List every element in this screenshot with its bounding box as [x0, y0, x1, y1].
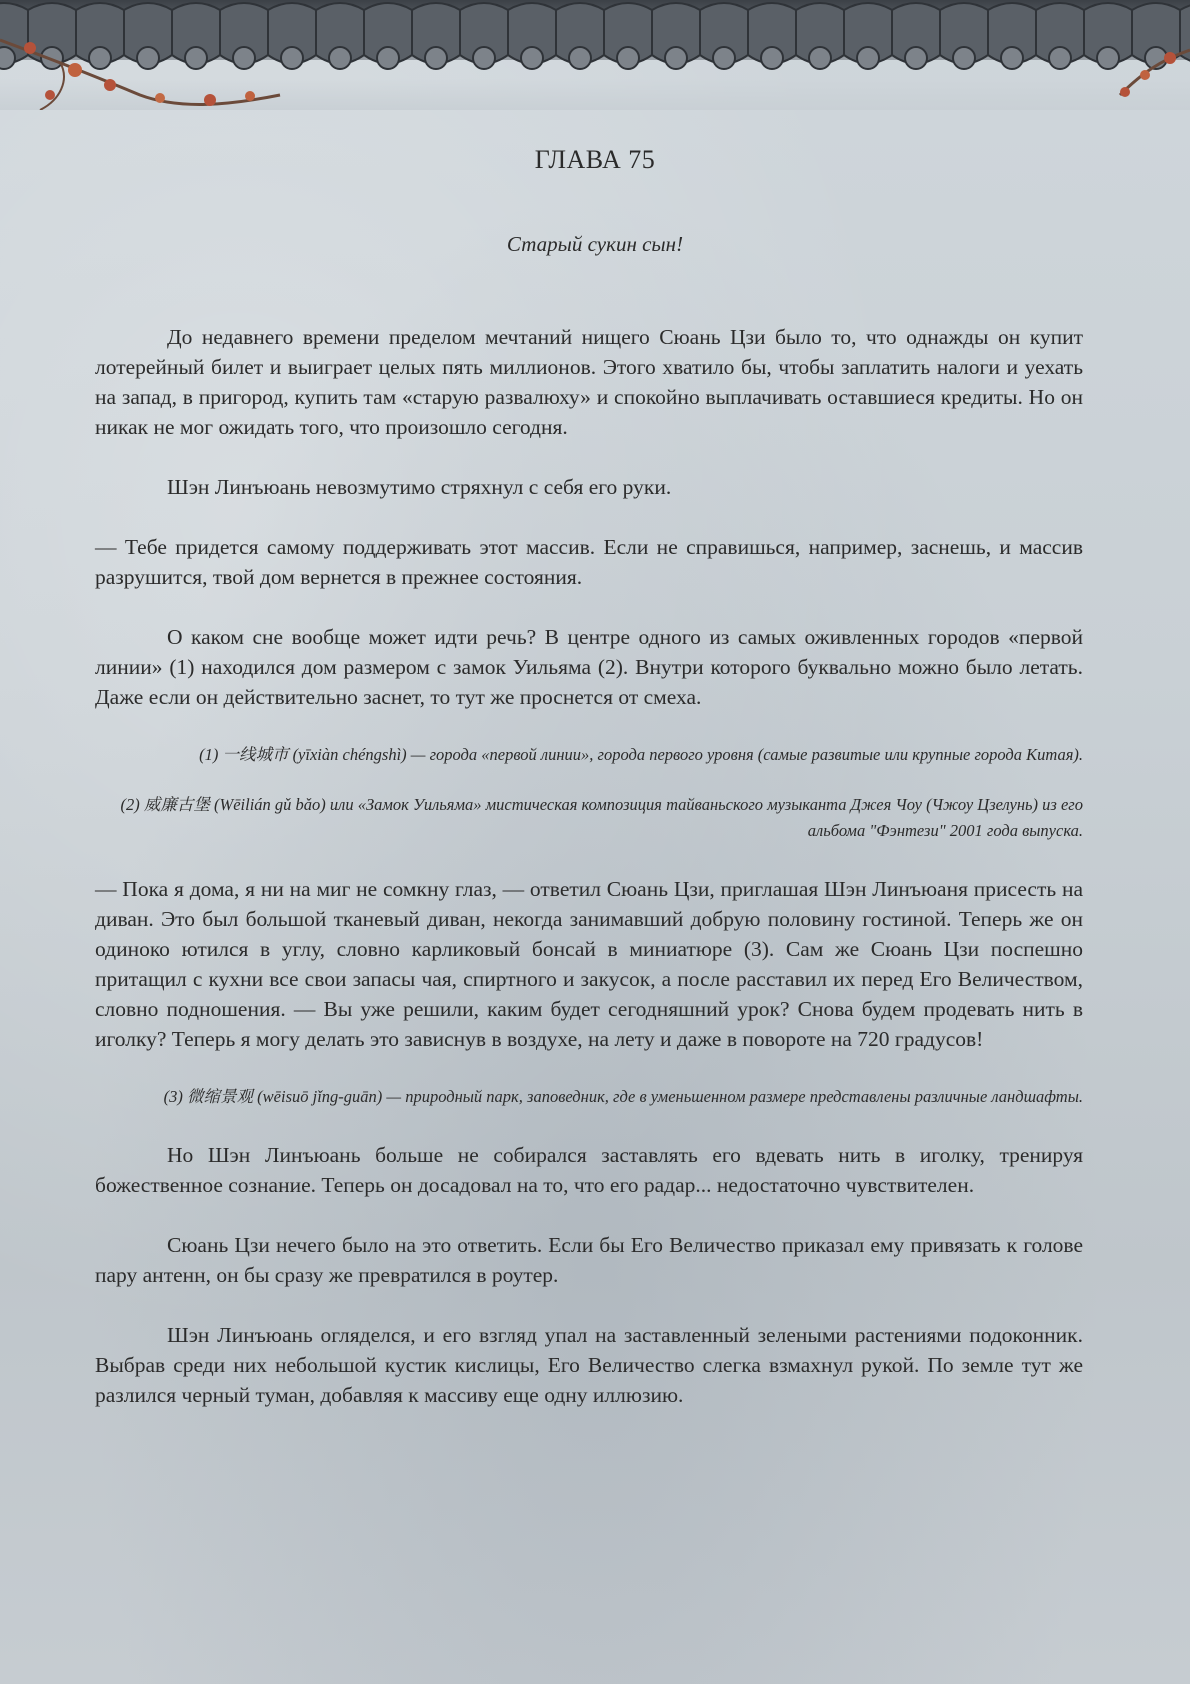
paragraph: Сюань Цзи нечего было на это ответить. Если бы Его Величество приказал ему привязать к голове пару антенн, он бы сразу же превратился в роутер.: [95, 1233, 1083, 1287]
paragraph: Но Шэн Линъюань больше не собирался заставлять его вдевать нить в иголку, тренируя божественное сознание. Теперь он досадовал на то, что его радар... недостаточно чувствителен.: [95, 1143, 1083, 1197]
chapter-text: [95, 322, 1083, 1440]
paragraph: О каком сне вообще может идти речь? В центре одного из самых оживленных городов «первой линии» (1) находился дом размером с замок Уильяма (2). Внутри которого буквально можно было летать. Даже если он действительно заснет, то тут же проснется от смеха.: [95, 625, 1083, 709]
paragraph: Шэн Линъюань огляделся, и его взгляд упал на заставленный зелеными растениями подоконник. Выбрав среди них небольшой кустик кислицы, Его Величество слегка взмахнул рукой. По земле тут же разлился черный туман, добавляя к массиву еще одну иллюзию.: [95, 1323, 1083, 1407]
footnote: (2) 威廉古堡 (Wēilián gǔ bǎo) или «Замок Уильяма» мистическая композиция тайваньского музыканта Джея Чоу (Чжоу Цзелунь) из его альбома "Фэнтези" 2001 года выпуска.: [120, 795, 1083, 840]
footnote: (1) 一线城市 (yīxiàn chéngshì) — города «первой линии», города первого уровня (самые развитые или крупные города Китая).: [199, 745, 1083, 764]
paragraph: Шэн Линъюань невозмутимо стряхнул с себя его руки.: [167, 475, 672, 499]
chapter-title: ГЛАВА 75: [534, 145, 656, 174]
paragraph: — Пока я дома, я ни на миг не сомкну глаз, — ответил Сюань Цзи, приглашая Шэн Линъюаня присесть на диван. Это был большой тканевый диван, некогда занимавший добрую половину гостиной. Теперь же он одиноко ютился в углу, словно карликовый бонсай в миниатюре (3). Сам же Сюань Цзи поспешно притащил с кухни все свои запасы чая, спиртного и закусок, а после расставил их перед Его Величеством, словно подношения. — Вы уже решили, каким будет сегодняшний урок? Снова будем продевать нить в иголку? Теперь я могу делать это зависнув в воздухе, на лету и даже в повороте на 720 градусов!: [95, 877, 1083, 1051]
paragraph: До недавнего времени пределом мечтаний нищего Сюань Цзи было то, что однажды он купит лотерейный билет и выиграет целых пять миллионов. Этого хватило бы, чтобы заплатить налоги и уехать на запад, в пригород, купить там «старую развалюху» и спокойно выплачивать оставшиеся кредиты. Но он никак не мог ожидать того, что произошло сегодня.: [95, 325, 1083, 439]
paragraph: — Тебе придется самому поддерживать этот массив. Если не справишься, например, заснешь, и массив разрушится, твой дом вернется в прежнее состояния.: [95, 535, 1083, 589]
chapter-subtitle: Старый сукин сын!: [506, 232, 684, 256]
footnote: (3) 微缩景观 (wēisuō jǐng-guān) — природный парк, заповедник, где в уменьшенном размере представлены различные ландшафты.: [163, 1087, 1083, 1106]
